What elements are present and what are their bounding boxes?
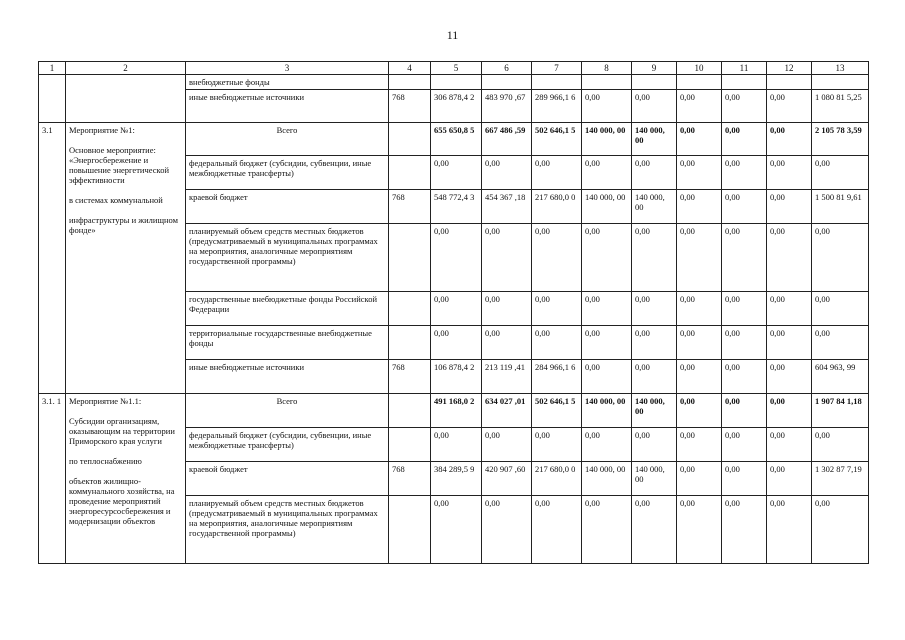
measure-description-line: Мероприятие №1.1: [69, 396, 142, 406]
value-cell: 0,00 [632, 496, 677, 564]
value-cell: 655 650,8 5 [431, 123, 482, 156]
grbs-code: 768 [389, 360, 431, 394]
value-cell: 0,00 [677, 428, 722, 462]
table-row [39, 75, 869, 90]
page-number: 11 [446, 28, 459, 42]
value-cell: 0,00 [431, 496, 482, 564]
funding-source-label: краевой бюджет [186, 462, 389, 496]
grbs-code [389, 496, 431, 564]
value-cell: 0,00 [677, 224, 722, 292]
column-header-2: 2 [66, 62, 186, 75]
row-number: 3.1 [39, 123, 66, 394]
value-cell: 0,00 [722, 496, 767, 564]
measure-description-line: Мероприятие №1: [69, 125, 135, 135]
value-cell: 1 907 84 1,18 [812, 394, 869, 428]
value-cell: 0,00 [482, 428, 532, 462]
column-header-11: 11 [722, 62, 767, 75]
column-header-4: 4 [389, 62, 431, 75]
value-cell: 667 486 ,59 [482, 123, 532, 156]
funding-source-label: Всего [186, 394, 389, 428]
value-cell: 634 027 ,01 [482, 394, 532, 428]
value-cell: 213 119 ,41 [482, 360, 532, 394]
grbs-code: 768 [389, 90, 431, 123]
value-cell: 0,00 [532, 496, 582, 564]
column-header-1: 1 [39, 62, 66, 75]
value-cell: 502 646,1 5 [532, 394, 582, 428]
value-cell: 0,00 [722, 462, 767, 496]
value-cell: 0,00 [582, 496, 632, 564]
column-header-3: 3 [186, 62, 389, 75]
budget-table [38, 61, 869, 564]
row-number: 3.1. 1 [39, 394, 66, 564]
value-cell: 0,00 [677, 326, 722, 360]
value-cell: 0,00 [767, 428, 812, 462]
measure-description-line: по теплоснабжению [69, 456, 142, 466]
column-header-6: 6 [482, 62, 532, 75]
value-cell: 2 105 78 3,59 [812, 123, 869, 156]
value-cell: 0,00 [431, 428, 482, 462]
value-cell: 289 966,1 6 [532, 90, 582, 123]
value-cell: 217 680,0 0 [532, 462, 582, 496]
value-cell: 0,00 [582, 156, 632, 190]
funding-source-label: внебюджетные фонды [186, 75, 389, 90]
funding-source-label: государственные внебюджетные фонды Российской Федерации [186, 292, 389, 326]
value-cell: 0,00 [582, 326, 632, 360]
value-cell: 0,00 [767, 224, 812, 292]
value-cell: 0,00 [812, 156, 869, 190]
value-cell: 0,00 [482, 496, 532, 564]
value-cell: 0,00 [482, 156, 532, 190]
funding-source-label: планируемый объем средств местных бюджетов (предусматриваемый в муниципальных программах на мероприятия, аналогичные мероприятиям государственной программы) [186, 496, 389, 564]
value-cell: 140 000, 00 [582, 123, 632, 156]
value-cell: 0,00 [532, 428, 582, 462]
value-cell: 0,00 [677, 123, 722, 156]
funding-source-label: иные внебюджетные источники [186, 90, 389, 123]
value-cell: 0,00 [722, 292, 767, 326]
value-cell: 0,00 [632, 360, 677, 394]
value-cell: 0,00 [722, 326, 767, 360]
value-cell: 217 680,0 0 [532, 190, 582, 224]
value-cell: 0,00 [677, 156, 722, 190]
value-cell: 140 000, 00 [582, 190, 632, 224]
funding-source-label: планируемый объем средств местных бюджетов (предусматриваемый в муниципальных программах на мероприятия, аналогичные мероприятиям государственной программы) [186, 224, 389, 292]
table-row [39, 394, 869, 428]
value-cell: 0,00 [632, 292, 677, 326]
value-cell: 140 000, 00 [632, 190, 677, 224]
value-cell: 0,00 [582, 360, 632, 394]
measure-description-line: Субсидии организациям, оказывающим на территории Приморского края услуги [69, 416, 175, 446]
measure-description [66, 75, 186, 123]
value-cell: 0,00 [677, 360, 722, 394]
value-cell: 0,00 [812, 292, 869, 326]
grbs-code [389, 326, 431, 360]
value-cell: 140 000, 00 [582, 394, 632, 428]
measure-description-line: инфраструктуры и жилищном фонде» [69, 215, 179, 235]
value-cell: 0,00 [632, 428, 677, 462]
value-cell: 0,00 [722, 90, 767, 123]
funding-source-label: иные внебюджетные источники [186, 360, 389, 394]
value-cell: 0,00 [532, 156, 582, 190]
value-cell: 0,00 [431, 326, 482, 360]
grbs-code: 768 [389, 190, 431, 224]
column-header-5: 5 [431, 62, 482, 75]
value-cell: 420 907 ,60 [482, 462, 532, 496]
value-cell: 0,00 [722, 428, 767, 462]
measure-description-line: в системах коммунальной [69, 195, 163, 205]
value-cell [722, 75, 767, 90]
value-cell: 0,00 [677, 90, 722, 123]
funding-source-label: федеральный бюджет (субсидии, субвенции, иные межбюджетные трансферты) [186, 156, 389, 190]
value-cell: 0,00 [632, 156, 677, 190]
value-cell: 604 963, 99 [812, 360, 869, 394]
value-cell: 0,00 [532, 224, 582, 292]
value-cell: 0,00 [582, 292, 632, 326]
value-cell: 0,00 [677, 394, 722, 428]
value-cell: 0,00 [677, 462, 722, 496]
value-cell [677, 75, 722, 90]
funding-source-label: Всего [186, 123, 389, 156]
value-cell: 0,00 [677, 496, 722, 564]
value-cell: 0,00 [767, 156, 812, 190]
value-cell: 0,00 [632, 90, 677, 123]
measure-description-line: объектов жилищно-коммунального хозяйства, на проведение мероприятий энергоресурсосбережения и модернизации объектов [69, 476, 175, 526]
value-cell: 0,00 [812, 224, 869, 292]
column-header-7: 7 [532, 62, 582, 75]
value-cell: 0,00 [532, 326, 582, 360]
value-cell: 0,00 [582, 90, 632, 123]
measure-description [66, 123, 186, 394]
value-cell [582, 75, 632, 90]
value-cell [632, 75, 677, 90]
column-header-9: 9 [632, 62, 677, 75]
value-cell: 483 970 ,67 [482, 90, 532, 123]
value-cell: 502 646,1 5 [532, 123, 582, 156]
value-cell: 0,00 [722, 123, 767, 156]
value-cell: 0,00 [767, 394, 812, 428]
value-cell [431, 75, 482, 90]
value-cell: 0,00 [532, 292, 582, 326]
value-cell: 0,00 [812, 428, 869, 462]
value-cell: 0,00 [722, 224, 767, 292]
value-cell: 0,00 [632, 224, 677, 292]
value-cell: 0,00 [767, 496, 812, 564]
value-cell: 0,00 [722, 360, 767, 394]
grbs-code [389, 224, 431, 292]
value-cell: 0,00 [767, 123, 812, 156]
grbs-code [389, 75, 431, 90]
value-cell: 0,00 [812, 326, 869, 360]
value-cell: 548 772,4 3 [431, 190, 482, 224]
column-header-12: 12 [767, 62, 812, 75]
value-cell: 0,00 [431, 156, 482, 190]
value-cell: 0,00 [632, 326, 677, 360]
value-cell [767, 75, 812, 90]
grbs-code [389, 428, 431, 462]
value-cell: 0,00 [812, 496, 869, 564]
value-cell: 0,00 [482, 224, 532, 292]
value-cell: 454 367 ,18 [482, 190, 532, 224]
column-header-8: 8 [582, 62, 632, 75]
row-number [39, 75, 66, 123]
value-cell: 0,00 [582, 428, 632, 462]
value-cell: 1 080 81 5,25 [812, 90, 869, 123]
value-cell: 0,00 [767, 90, 812, 123]
column-header-10: 10 [677, 62, 722, 75]
value-cell: 0,00 [767, 292, 812, 326]
value-cell: 1 302 87 7,19 [812, 462, 869, 496]
value-cell: 0,00 [431, 292, 482, 326]
value-cell [482, 75, 532, 90]
value-cell: 0,00 [767, 360, 812, 394]
funding-source-label: федеральный бюджет (субсидии, субвенции, иные межбюджетные трансферты) [186, 428, 389, 462]
funding-source-label: краевой бюджет [186, 190, 389, 224]
value-cell: 0,00 [767, 326, 812, 360]
value-cell: 0,00 [677, 190, 722, 224]
value-cell: 140 000, 00 [632, 394, 677, 428]
value-cell [532, 75, 582, 90]
value-cell: 0,00 [767, 190, 812, 224]
measure-description-line: Основное мероприятие: «Энергосбережение и повышение энергетической эффективности [69, 145, 169, 185]
measure-description [66, 394, 186, 564]
value-cell: 0,00 [722, 156, 767, 190]
value-cell: 0,00 [482, 326, 532, 360]
grbs-code [389, 292, 431, 326]
column-header-13: 13 [812, 62, 869, 75]
value-cell: 0,00 [722, 394, 767, 428]
value-cell: 306 878,4 2 [431, 90, 482, 123]
value-cell: 0,00 [582, 224, 632, 292]
value-cell: 1 500 81 9,61 [812, 190, 869, 224]
header-row [39, 62, 869, 75]
value-cell: 0,00 [431, 224, 482, 292]
value-cell: 140 000, 00 [632, 123, 677, 156]
grbs-code [389, 394, 431, 428]
value-cell: 0,00 [677, 292, 722, 326]
grbs-code [389, 123, 431, 156]
table-row [39, 123, 869, 156]
value-cell: 0,00 [767, 462, 812, 496]
grbs-code [389, 156, 431, 190]
funding-source-label: территориальные государственные внебюджетные фонды [186, 326, 389, 360]
value-cell [812, 75, 869, 90]
value-cell: 140 000, 00 [632, 462, 677, 496]
value-cell: 0,00 [722, 190, 767, 224]
grbs-code: 768 [389, 462, 431, 496]
value-cell: 491 168,0 2 [431, 394, 482, 428]
value-cell: 0,00 [482, 292, 532, 326]
value-cell: 106 878,4 2 [431, 360, 482, 394]
value-cell: 384 289,5 9 [431, 462, 482, 496]
value-cell: 284 966,1 6 [532, 360, 582, 394]
value-cell: 140 000, 00 [582, 462, 632, 496]
